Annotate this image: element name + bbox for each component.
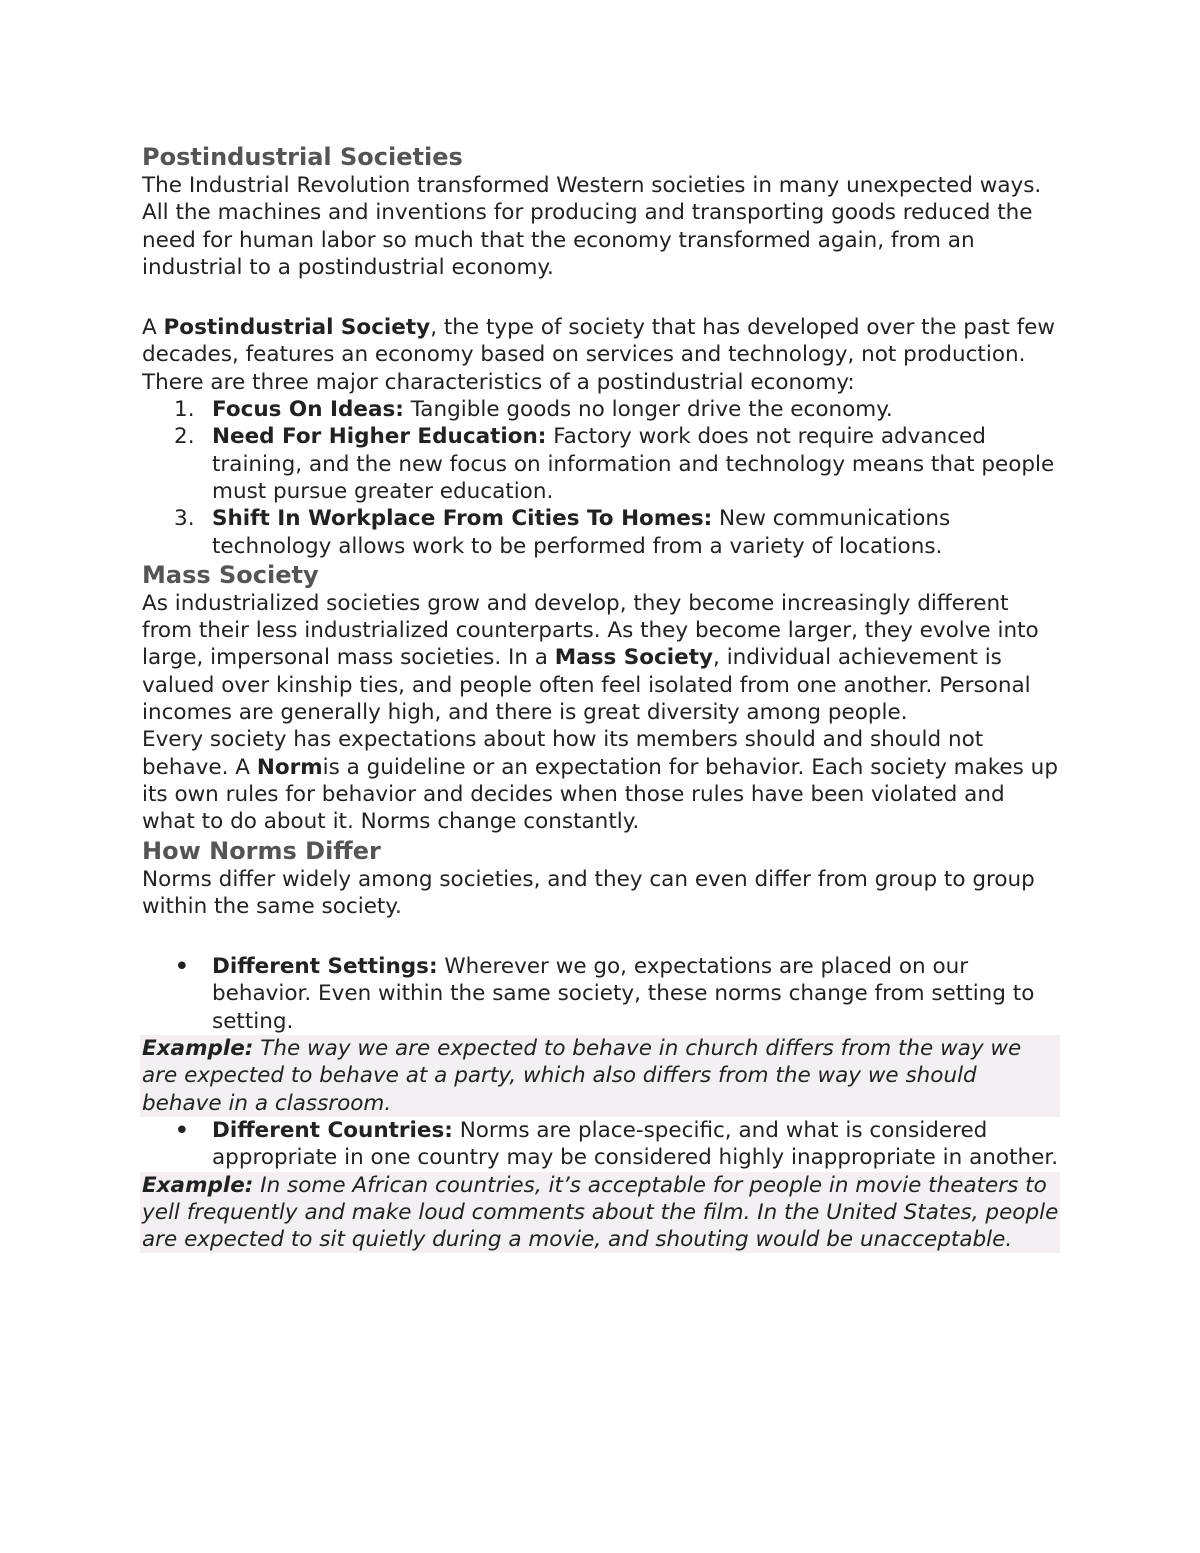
- norms-bullets-1: [142, 953, 1060, 1035]
- spacer: [142, 281, 1060, 314]
- postindustrial-definition: [142, 314, 1060, 396]
- postindustrial-intro: The Industrial Revolution transformed Western societies in many unexpected ways. All the machines and inventions for producing and transporting goods reduced the need for human labor so much that the economy transformed again, from an industrial to a postindustrial economy.: [142, 173, 1042, 280]
- heading-how-norms-differ: How Norms Differ: [142, 836, 381, 865]
- mass-society-paragraph: [142, 590, 1060, 726]
- item-term: Focus On Ideas:: [212, 397, 404, 423]
- example-text: The way we are expected to behave in church differs from the way we are expected to behave at a party, which also differs from the way we should behave in a classroom.: [142, 1036, 1022, 1116]
- list-item: [212, 423, 1060, 505]
- norms-bullets-2: [142, 1117, 1060, 1172]
- characteristics-list: [142, 396, 1060, 560]
- example-text: In some African countries, it’s acceptable for people in movie theaters to yell frequently and make loud comments about the film. In the United States, people are expected to sit quietly during a movie, and shouting would be unacceptable.: [142, 1172, 1059, 1253]
- example-block: [140, 1035, 1060, 1117]
- item-text: Norms are place-specific, and what is considered appropriate in one country may be considered highly inappropriate in another.: [212, 1117, 1059, 1171]
- example-block: [140, 1172, 1060, 1254]
- text-run: As industrialized societies grow and develop, they become increasingly different from their less industrialized counterparts. As they become larger, they evolve into large, impersonal mass societies. In a: [142, 590, 1039, 671]
- text-run: , individual achievement is valued over kinship ties, and people often feel isolated from one another. Personal incomes are generally high, and there is great diversity among people.: [142, 645, 1031, 726]
- list-item: [212, 953, 1060, 1035]
- term-postindustrial-society: Postindustrial Society: [163, 315, 431, 341]
- item-term: Different Settings:: [212, 954, 438, 980]
- item-term: Shift In Workplace From Cities To Homes:: [212, 506, 713, 532]
- term-mass-society: Mass Society: [554, 645, 714, 671]
- list-item: [212, 1117, 1060, 1172]
- list-item: [212, 396, 1060, 423]
- document-body: [142, 142, 1060, 1253]
- heading-mass-society: Mass Society: [142, 560, 319, 589]
- term-norm: Norm: [256, 754, 323, 780]
- text-run: A: [142, 315, 164, 341]
- spacer: [142, 920, 1060, 953]
- text-run: , the type of society that has developed over the past few decades, features an economy based on services and technology, not production. There are three major characteristics of a postindustrial economy:: [142, 315, 1055, 395]
- text-run: is a guideline or an expectation for behavior. Each society makes up its own rules for behavior and decides when those rules have been violated and what to do about it. Norms change constantly.: [142, 754, 1058, 835]
- item-term: Need For Higher Education:: [212, 424, 547, 450]
- list-item: [212, 505, 1060, 560]
- example-label: Example:: [142, 1036, 254, 1062]
- example-label: Example:: [142, 1172, 254, 1198]
- item-text: Tangible goods no longer drive the economy.: [403, 397, 893, 423]
- item-term: Different Countries:: [212, 1117, 453, 1143]
- norms-differ-intro: Norms differ widely among societies, and they can even differ from group to group within the same society.: [142, 866, 1035, 919]
- norm-paragraph: [142, 726, 1060, 835]
- item-text: Factory work does not require advanced training, and the new focus on information and technology means that people must pursue greater education.: [212, 424, 1055, 504]
- item-text: New communications technology allows work to be performed from a variety of locations.: [212, 506, 951, 559]
- text-run: Every society has expectations about how its members should and should not behave. A: [142, 727, 984, 780]
- item-text: Wherever we go, expectations are placed on our behavior. Even within the same society, these norms change from setting to setting.: [212, 954, 1035, 1034]
- heading-postindustrial-societies: Postindustrial Societies: [142, 143, 463, 171]
